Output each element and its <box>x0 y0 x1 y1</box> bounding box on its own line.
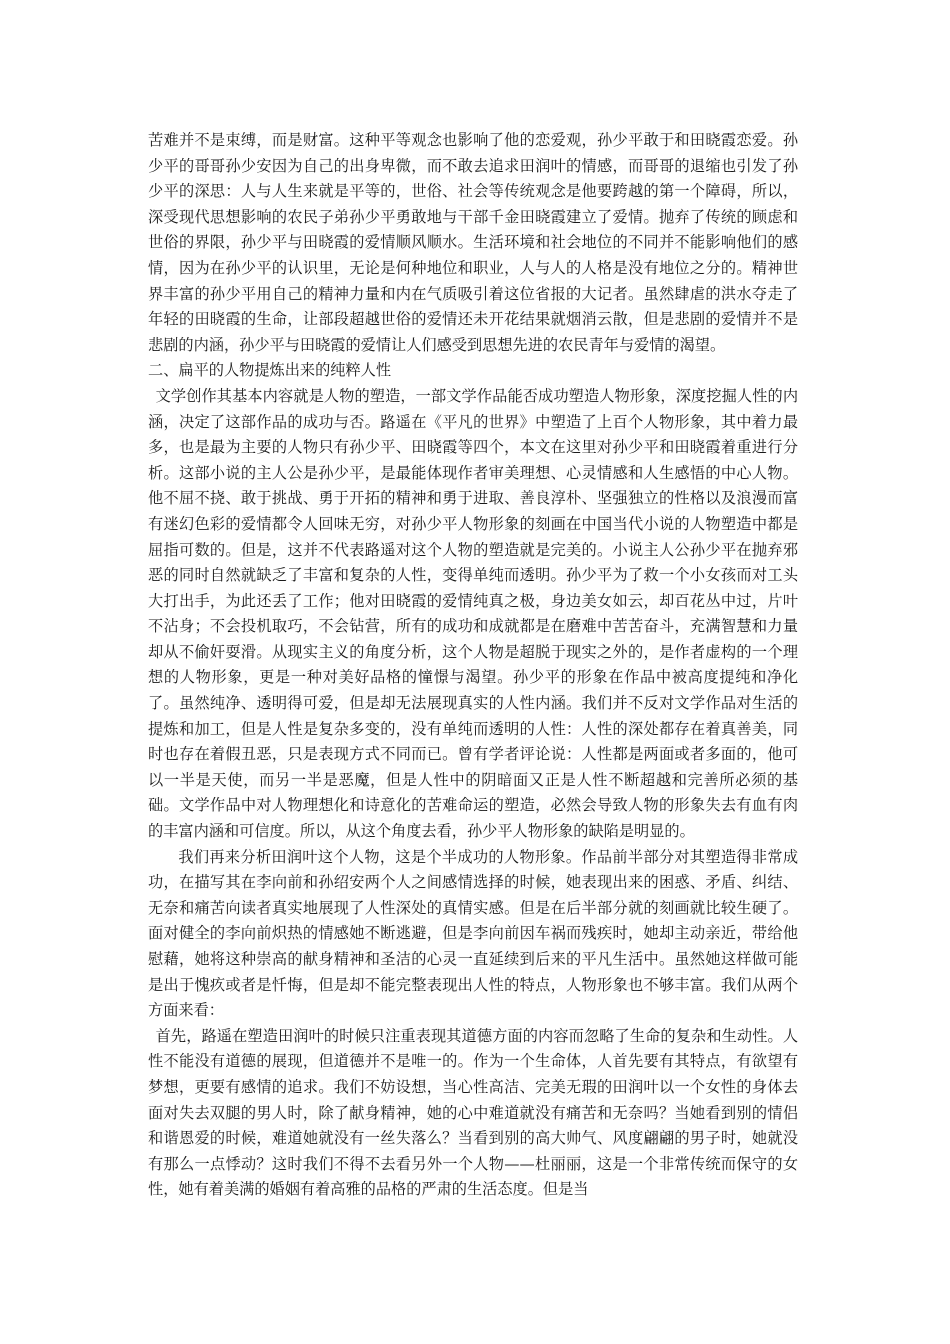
section-heading-2: 二、扁平的人物提炼出来的纯粹人性 <box>148 361 391 380</box>
paragraph-love-equality: 苦难并不是束缚，而是财富。这种平等观念也影响了他的恋爱观，孙少平敢于和田晓霞恋爱。孙少平的哥哥孙少安因为自己的出身卑微，而不敢去追求田润叶的情感，而哥哥的退缩也引发了孙少平的深思：人与人生来就是平等的，世俗、社会等传统观念是他要跨越的第一个障碍，所以，深受现代思想影响的农民子弟孙少平勇敢地与干部千金田晓霞建立了爱情。抛弃了传统的顾虑和世俗的界限，孙少平与田晓霞的爱情顺风顺水。生活环境和社会地位的不同并不能影响他们的感情，因为在孙少平的认识里，无论是何种地位和职业，人与人的人格是没有地位之分的。精神世界丰富的孙少平用自己的精神力量和内在气质吸引着这位省报的大记者。虽然肆虐的洪水夺走了年轻的田晓霞的生命，让部段超越世俗的爱情还未开花结果就烟消云散，但是悲剧的爱情并不是悲剧的内涵，孙少平与田晓霞的爱情让人们感受到思想先进的农民青年与爱情的渴望。 <box>148 131 798 354</box>
paragraph-sun-shaoping-analysis: 文学创作其基本内容就是人物的塑造，一部文学作品能否成功塑造人物形象，深度挖掘人性的内涵，决定了这部作品的成功与否。路遥在《平凡的世界》中塑造了上百个人物形象，其中着力最多，也是最为主要的人物只有孙少平、田晓霞等四个，本文在这里对孙少平和田晓霞着重进行分析。这部小说的主人公是孙少平，是最能体现作者审美理想、心灵情感和人生感悟的中心人物。他不屈不挠、敢于挑战、勇于开拓的精神和勇于进取、善良淳朴、坚强独立的性格以及浪漫而富有迷幻色彩的爱情都令人回味无穷，对孙少平人物形象的刻画在中国当代小说的人物塑造中都是屈指可数的。但是，这并不代表路遥对这个人物的塑造就是完美的。小说主人公孙少平在抛弃邪恶的同时自然就缺乏了丰富和复杂的人性，变得单纯而透明。孙少平为了救一个小女孩而对工头大打出手，为此还丢了工作；他对田晓霞的爱情纯真之极，身边美女如云，却百花丛中过，片叶不沾身；不会投机取巧，不会钻营，所有的成功和成就都是在磨难中苦苦奋斗，充满智慧和力量却从不偷奸耍滑。从现实主义的角度分析，这个人物是超脱于现实之外的，是作者虚构的一个理想的人物形象，更是一种对美好品格的憧憬与渴望。孙少平的形象在作品中被高度提纯和净化了。虽然纯净、透明得可爱，但是却无法展现真实的人性内涵。我们并不反对文学作品对生活的提炼和加工，但是人性是复杂多变的，没有单纯而透明的人性：人性的深处都存在着真善美，同时也存在着假丑恶，只是表现方式不同而已。曾有学者评论说：人性都是两面或者多面的，他可以一半是天使，而另一半是恶魔，但是人性中的阴暗面又正是人性不断超越和完善所必须的基础。文学作品中对人物理想化和诗意化的苦难命运的塑造，必然会导致人物的形象失去有血有肉的丰富内涵和可信度。所以，从这个角度去看，孙少平人物形象的缺陷是明显的。 <box>148 386 798 841</box>
paragraph-first-aspect: 首先，路遥在塑造田润叶的时候只注重表现其道德方面的内容而忽略了生命的复杂和生动性。人性不能没有道德的展现，但道德并不是唯一的。作为一个生命体，人首先要有其特点，有欲望有梦想，更要有感情的追求。我们不妨设想，当心性高洁、完美无瑕的田润叶以一个女性的身体去面对失去双腿的男人时，除了献身精神，她的心中难道就没有痛苦和无奈吗？当她看到别的情侣和谐恩爱的时候，难道她就没有一丝失落么？当看到别的高大帅气、风度翩翩的男子时，她就没有那么一点悸动？这时我们不得不去看另外一个人物——杜丽丽，这是一个非常传统而保守的女性，她有着美满的婚姻有着高雅的品格的严肃的生活态度。但是当 <box>148 1026 798 1199</box>
paragraph-tian-runye-intro: 我们再来分析田润叶这个人物，这是个半成功的人物形象。作品前半部分对其塑造得非常成功，在描写其在李向前和孙绍安两个人之间感情选择的时候，她表现出来的困惑、矛盾、纠结、无奈和痛苦向读者真实地展现了人性深处的真情实感。但是在后半部分就的刻画就比较生硬了。面对健全的李向前炽热的情感她不断逃避，但是李向前因车祸而残疾时，她却主动亲近，带给他慰藉，她将这种崇高的献身精神和圣洁的心灵一直延续到后来的平凡生活中。虽然她这样做可能是出于愧疚或者是忏悔，但是却不能完整表现出人性的特点，人物形象也不够丰富。我们从两个方面来看： <box>148 847 798 1020</box>
document-body <box>148 128 798 1203</box>
